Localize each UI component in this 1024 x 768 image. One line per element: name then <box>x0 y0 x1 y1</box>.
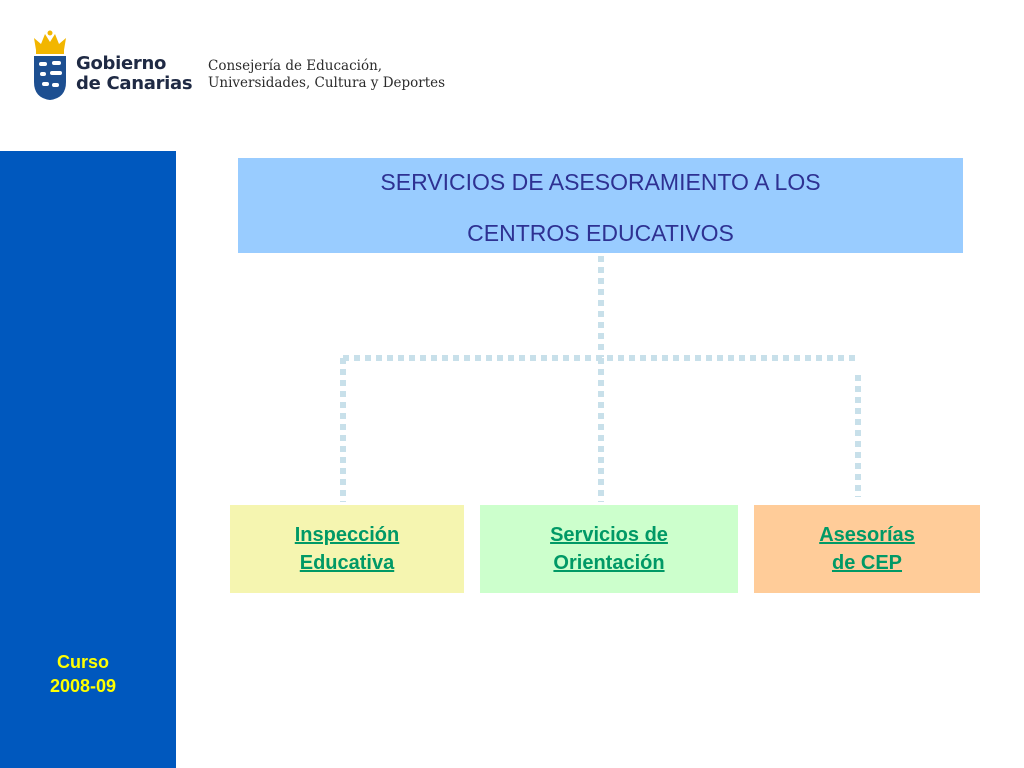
node-inspeccion-link[interactable] <box>295 521 399 577</box>
course-title: Curso <box>56 652 109 672</box>
node-1-line-1: Inspección <box>294 524 400 546</box>
logo-wordmark <box>76 54 192 94</box>
department-line-2: Universidades, Cultura y Deportes <box>208 75 446 91</box>
node-asesorias-cep[interactable] <box>754 505 980 593</box>
node-2-line-1: Servicios de <box>550 524 668 546</box>
root-node-line-1: SERVICIOS DE ASESORAMIENTO A LOS <box>380 169 821 195</box>
node-servicios-orientacion[interactable] <box>480 505 738 593</box>
node-inspeccion-educativa[interactable] <box>230 505 464 593</box>
node-2-line-2: Orientación <box>553 552 665 574</box>
root-node <box>238 158 963 253</box>
course-label <box>0 650 166 698</box>
logo-line-2: de Canarias <box>76 73 193 94</box>
node-asesorias-link[interactable] <box>819 521 915 577</box>
logo-line-1: Gobierno <box>76 53 167 74</box>
node-1-line-2: Educativa <box>299 552 395 574</box>
node-3-line-1: Asesorías <box>819 524 915 546</box>
department-name <box>208 58 445 92</box>
coat-of-arms-icon <box>30 30 70 102</box>
course-year: 2008-09 <box>49 676 117 696</box>
node-orientacion-link[interactable] <box>550 521 668 577</box>
header <box>0 0 1024 150</box>
department-line-1: Consejería de Educación, <box>208 58 383 74</box>
root-node-line-2: CENTROS EDUCATIVOS <box>467 220 734 246</box>
node-3-line-2: de CEP <box>831 552 903 574</box>
